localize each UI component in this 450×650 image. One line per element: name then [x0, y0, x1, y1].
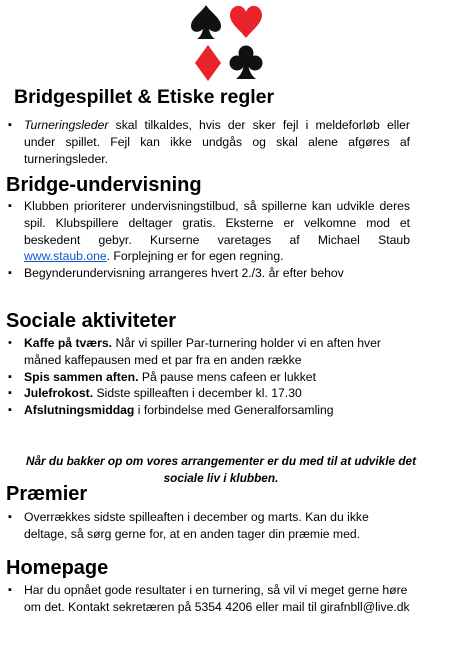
list-item: [6, 582, 410, 616]
item-text: Har du opnået gode resultater i en turnering, så vil vi meget gerne høre om det. Kontakt sekretæren på 5354 4206 eller mail til girafnbll@live.dk: [24, 583, 410, 614]
item-bold: Julefrokost.: [24, 386, 94, 401]
list-item: [6, 335, 410, 369]
item-text: På pause mens cafeen er lukket: [138, 369, 316, 384]
rules-list: [6, 117, 410, 167]
heart-icon: [228, 4, 264, 40]
bullet-icon: ▪: [8, 584, 12, 596]
diamond-icon: [194, 44, 222, 82]
section-heading-undervisning: Bridge-undervisning: [6, 174, 202, 196]
bullet-icon: ▪: [8, 511, 12, 523]
list-item: [6, 385, 410, 402]
item-emphasis: Turneringsleder: [24, 118, 109, 132]
list-item: [6, 198, 410, 265]
social-note: Når du bakker op om vores arrangementer er du med til at udvikle det sociale liv i klubben.: [25, 453, 417, 485]
bullet-icon: •: [8, 337, 12, 349]
page-title: Bridgespillet & Etiske regler: [14, 86, 275, 108]
staub-link[interactable]: www.staub.one: [24, 249, 107, 264]
praemier-list: [6, 509, 410, 543]
item-text: i forbindelse med Generalforsamling: [134, 403, 334, 418]
card-suits-logo: [186, 4, 266, 82]
item-text: Sidste spilleaften i december kl. 17.30: [93, 386, 302, 401]
homepage-list: [6, 582, 410, 616]
bullet-icon: ▪: [8, 387, 12, 400]
item-text: Klubben prioriterer undervisningstilbud, så spillerne kan udvikle deres spil. Klubspillere deltager gratis. Eksterne er velkomne mod et beskedent gebyr. Kurserne varetages af Michael Staub: [24, 199, 410, 247]
list-item: [6, 369, 410, 386]
section-heading-sociale: Sociale aktiviteter: [6, 310, 177, 332]
sociale-list: [6, 335, 410, 419]
bullet-icon: ▪: [8, 404, 12, 417]
item-bold: Afslutningsmiddag: [24, 403, 135, 418]
undervisning-list: [6, 198, 410, 282]
list-item: [6, 117, 410, 167]
bullet-icon: ▪: [8, 200, 12, 212]
item-text: . Forplejning er for egen regning.: [106, 249, 284, 264]
bullet-icon: ▪: [8, 370, 12, 383]
item-text: Overrækkes sidste spilleaften i december og marts. Kan du ikke deltage, så sørg gerne for, at en anden tager din præmie med.: [24, 510, 369, 541]
bullet-icon: ▪: [8, 119, 12, 131]
item-text: skal tilkaldes, hvis der sker fejl i meldeforløb eller under spillet. Fejl kan ikke undgås og skal alene afgøres af turneringsleder.: [24, 118, 410, 166]
item-text: Når vi spiller Par-turnering holder vi en aften hver måned kaffepausen med et par fra en anden række: [24, 336, 381, 367]
section-heading-praemier: Præmier: [6, 483, 88, 505]
list-item: [6, 265, 410, 282]
item-bold: Kaffe på tværs.: [24, 336, 113, 350]
item-bold: Spis sammen aften.: [24, 369, 139, 384]
club-icon: [228, 44, 264, 80]
list-item: [6, 509, 410, 543]
item-text: Begynderundervisning arrangeres hvert 2./3. år efter behov: [24, 266, 344, 281]
spade-icon: [188, 4, 224, 40]
section-heading-homepage: Homepage: [6, 557, 109, 579]
list-item: [6, 402, 410, 419]
bullet-icon: ▪: [8, 267, 12, 280]
